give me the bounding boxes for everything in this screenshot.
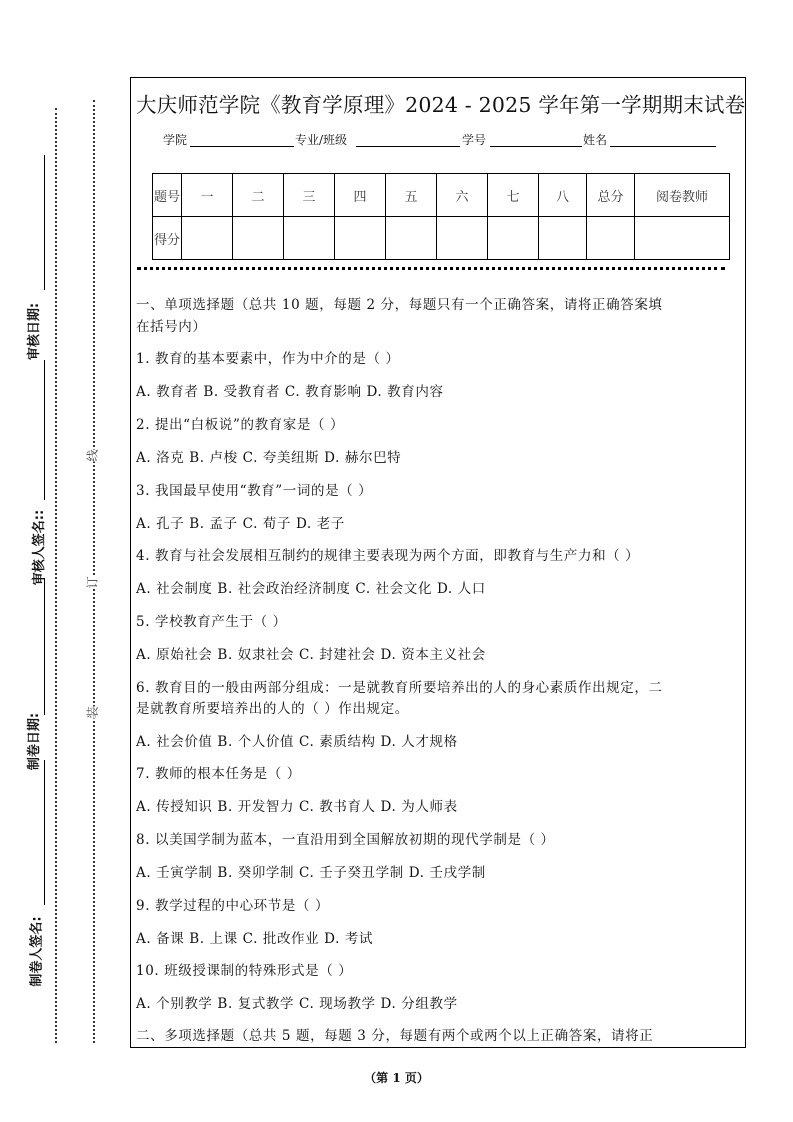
score-table [152, 173, 730, 260]
table-cell: 八 [539, 174, 587, 217]
answer-options: A. 社会制度 B. 社会政治经济制度 C. 社会文化 D. 人口 [136, 581, 486, 597]
binding-mark-line: 线 [85, 449, 100, 462]
maker-sign-label: 制卷人签名: [29, 916, 45, 987]
score-cell[interactable] [437, 217, 488, 260]
question-text: 9. 教学过程的中心环节是（ ） [136, 898, 330, 914]
signature-line [44, 360, 45, 500]
table-row [153, 174, 730, 217]
question-text: 2. 提出“白板说”的教育家是（ ） [136, 417, 345, 433]
table-cell: 得分 [153, 217, 182, 260]
answer-options: A. 社会价值 B. 个人价值 C. 素质结构 D. 人才规格 [136, 734, 458, 750]
name-field[interactable] [610, 146, 716, 147]
score-cell[interactable] [635, 217, 730, 260]
reviewer-sign-label: 审核人签名:: [32, 509, 48, 586]
table-cell: 六 [437, 174, 488, 217]
name-label: 姓名 [583, 133, 608, 147]
table-cell: 题号 [153, 174, 182, 217]
major-label: 专业/班级 [295, 133, 348, 147]
table-cell: 四 [335, 174, 386, 217]
answer-options: A. 教育者 B. 受教育者 C. 教育影响 D. 教育内容 [136, 384, 444, 400]
binding-dotted-line [55, 108, 57, 1043]
question-text: 7. 教师的根本任务是（ ） [136, 766, 301, 782]
binding-mark-order: 订 [85, 576, 100, 589]
answer-options: A. 备课 B. 上课 C. 批改作业 D. 考试 [136, 931, 374, 947]
signature-line [44, 760, 45, 905]
separator-dotted-line [137, 267, 725, 270]
question-text: 6. 教育目的一般由两部分组成：一是就教育所要培养出的人的身心素质作出规定，二 [136, 680, 663, 696]
score-cell[interactable] [284, 217, 335, 260]
exam-title: 大庆师范学院《教育学原理》2024 - 2025 学年第一学期期末试卷 [136, 93, 746, 117]
table-row [153, 217, 730, 260]
review-date-label: 审核日期: [27, 302, 43, 361]
student-id-label: 学号 [462, 133, 487, 147]
answer-options: A. 原始社会 B. 奴隶社会 C. 封建社会 D. 资本主义社会 [136, 647, 486, 663]
student-id-field[interactable] [490, 146, 582, 147]
question-text: 10. 班级授课制的特殊形式是（ ） [136, 963, 353, 979]
table-cell: 阅卷教师 [635, 174, 730, 217]
question-text: 8. 以美国学制为蓝本，一直沿用到全国解放初期的现代学制是（ ） [136, 832, 555, 848]
question-text: 3. 我国最早使用“教育”一词的是（ ） [136, 483, 373, 499]
section-heading: 一、单项选择题（总共 10 题，每题 2 分，每题只有一个正确答案，请将正确答案填 [136, 297, 663, 313]
score-cell[interactable] [587, 217, 635, 260]
question-text: 5. 学校教育产生于（ ） [136, 614, 287, 630]
answer-options: A. 壬寅学制 B. 癸卯学制 C. 壬子癸丑学制 D. 壬戌学制 [136, 865, 486, 881]
table-cell: 二 [233, 174, 284, 217]
question-text: 4. 教育与社会发展相互制约的规律主要表现为两个方面，即教育与生产力和（ ） [136, 548, 640, 564]
score-cell[interactable] [233, 217, 284, 260]
signature-line [44, 578, 45, 715]
section-heading: 二、多项选择题（总共 5 题，每题 3 分，每题有两个或两个以上正确答案，请将正 [136, 1028, 654, 1044]
question-text: 是就教育所要培养出的人的（ ）作出规定。 [136, 701, 409, 717]
table-cell: 五 [386, 174, 437, 217]
section-heading: 在括号内） [136, 319, 207, 335]
make-date-label: 制卷日期: [27, 712, 43, 771]
question-text: 1. 教育的基本要素中，作为中介的是（ ） [136, 351, 400, 367]
score-cell[interactable] [335, 217, 386, 260]
table-cell: 七 [488, 174, 539, 217]
score-cell[interactable] [539, 217, 587, 260]
binding-mark-bind: 装 [85, 706, 100, 719]
answer-options: A. 洛克 B. 卢梭 C. 夸美纽斯 D. 赫尔巴特 [136, 450, 402, 466]
college-field[interactable] [190, 146, 294, 147]
score-cell[interactable] [386, 217, 437, 260]
table-cell: 一 [182, 174, 233, 217]
signature-line [44, 155, 45, 290]
answer-options: A. 孔子 B. 孟子 C. 荀子 D. 老子 [136, 516, 345, 532]
major-field[interactable] [356, 146, 460, 147]
answer-options: A. 传授知识 B. 开发智力 C. 教书育人 D. 为人师表 [136, 799, 458, 815]
page-number: （第 1 页） [364, 1071, 429, 1085]
college-label: 学院 [163, 133, 188, 147]
table-cell: 三 [284, 174, 335, 217]
table-cell: 总分 [587, 174, 635, 217]
score-cell[interactable] [182, 217, 233, 260]
answer-options: A. 个别教学 B. 复式教学 C. 现场教学 D. 分组教学 [136, 996, 458, 1012]
binding-dotted-line [93, 100, 95, 1043]
score-cell[interactable] [488, 217, 539, 260]
